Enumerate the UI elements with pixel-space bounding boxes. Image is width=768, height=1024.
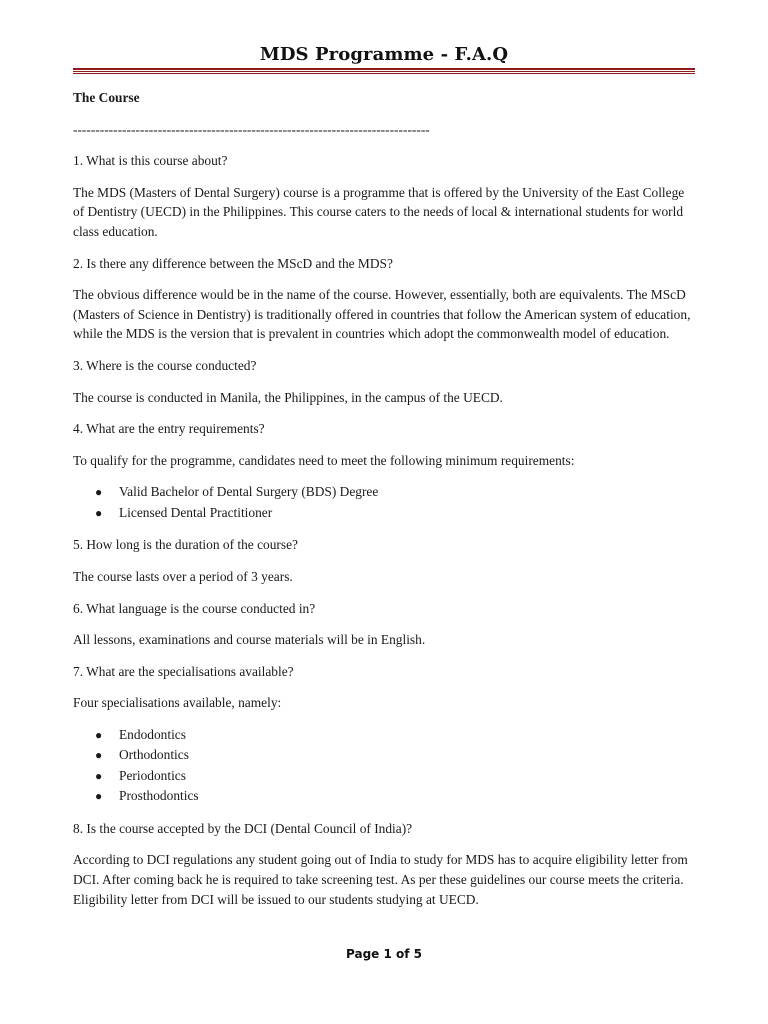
- title-rule-thin-2: [73, 73, 695, 74]
- faq-answer-5: The course lasts over a period of 3 years.: [73, 568, 293, 584]
- faq-answer-1: The MDS (Masters of Dental Surgery) course is a programme that is offered by the University of the East College of Dentistry (UECD) in the Philippines. This course caters to the needs of local & international students for world class education.: [73, 184, 685, 239]
- list-item: [73, 786, 698, 807]
- bullet-icon: ●: [95, 748, 103, 763]
- faq-answer-2: The obvious difference would be in the name of the course. However, essentially, both are equivalents. The MScD (Masters of Science in Dentistry) is traditionally offered in countries that follow the American system of education, while the MDS is the version that is prevalent in countries which adopt the commonwealth model of education.: [73, 287, 691, 342]
- faq-answer-4: To qualify for the programme, candidates need to meet the following minimum requirements:: [73, 452, 575, 468]
- list-item-text: Prosthodontics: [119, 788, 199, 804]
- bullet-icon: ●: [95, 505, 103, 520]
- faq-answer-7: Four specialisations available, namely:: [73, 695, 282, 711]
- list-item: [73, 766, 698, 787]
- faq-question-3: 3. Where is the course conducted?: [73, 357, 257, 373]
- faq-question-8: 8. Is the course accepted by the DCI (Dental Council of India)?: [73, 820, 413, 836]
- list-item-text: Valid Bachelor of Dental Surgery (BDS) Degree: [119, 484, 379, 500]
- faq-question-4: 4. What are the entry requirements?: [73, 421, 265, 437]
- document-body: [73, 88, 698, 921]
- bullet-icon: ●: [95, 485, 103, 500]
- list-item: [73, 503, 698, 524]
- faq-answer-8: According to DCI regulations any student going out of India to study for MDS has to acquire eligibility letter from DCI. After coming back he is required to take screening test. As per these guidelines our course meets the criteria. Eligibility letter from DCI will be issued to our students studying at UECD.: [73, 852, 688, 907]
- faq-question-7: 7. What are the specialisations available?: [73, 663, 294, 679]
- bullet-icon: ●: [95, 789, 103, 804]
- requirements-list: [73, 482, 698, 523]
- title-rule-thin: [73, 71, 695, 72]
- faq-question-6: 6. What language is the course conducted in?: [73, 600, 316, 616]
- list-item-text: Orthodontics: [119, 747, 189, 763]
- faq-question-5: 5. How long is the duration of the course?: [73, 537, 298, 553]
- bullet-icon: ●: [95, 727, 103, 742]
- list-item: [73, 482, 698, 503]
- list-item: [73, 725, 698, 746]
- title-rule-thick: [73, 68, 695, 70]
- page-title: MDS Programme - F.A.Q: [259, 44, 509, 65]
- list-item-text: Endodontics: [119, 726, 186, 742]
- faq-answer-3: The course is conducted in Manila, the Philippines, in the campus of the UECD.: [73, 389, 503, 405]
- section-divider: --------------------------------------------------------------------------------: [73, 121, 430, 137]
- bullet-icon: ●: [95, 768, 103, 783]
- specialisations-list: [73, 725, 698, 807]
- section-heading: The Course: [73, 90, 140, 105]
- faq-answer-6: All lessons, examinations and course materials will be in English.: [73, 632, 426, 648]
- faq-question-2: 2. Is there any difference between the MScD and the MDS?: [73, 255, 393, 271]
- list-item-text: Periodontics: [119, 767, 186, 783]
- faq-question-1: 1. What is this course about?: [73, 153, 228, 169]
- list-item-text: Licensed Dental Practitioner: [119, 504, 273, 520]
- page-number: Page 1 of 5: [346, 947, 422, 961]
- list-item: [73, 745, 698, 766]
